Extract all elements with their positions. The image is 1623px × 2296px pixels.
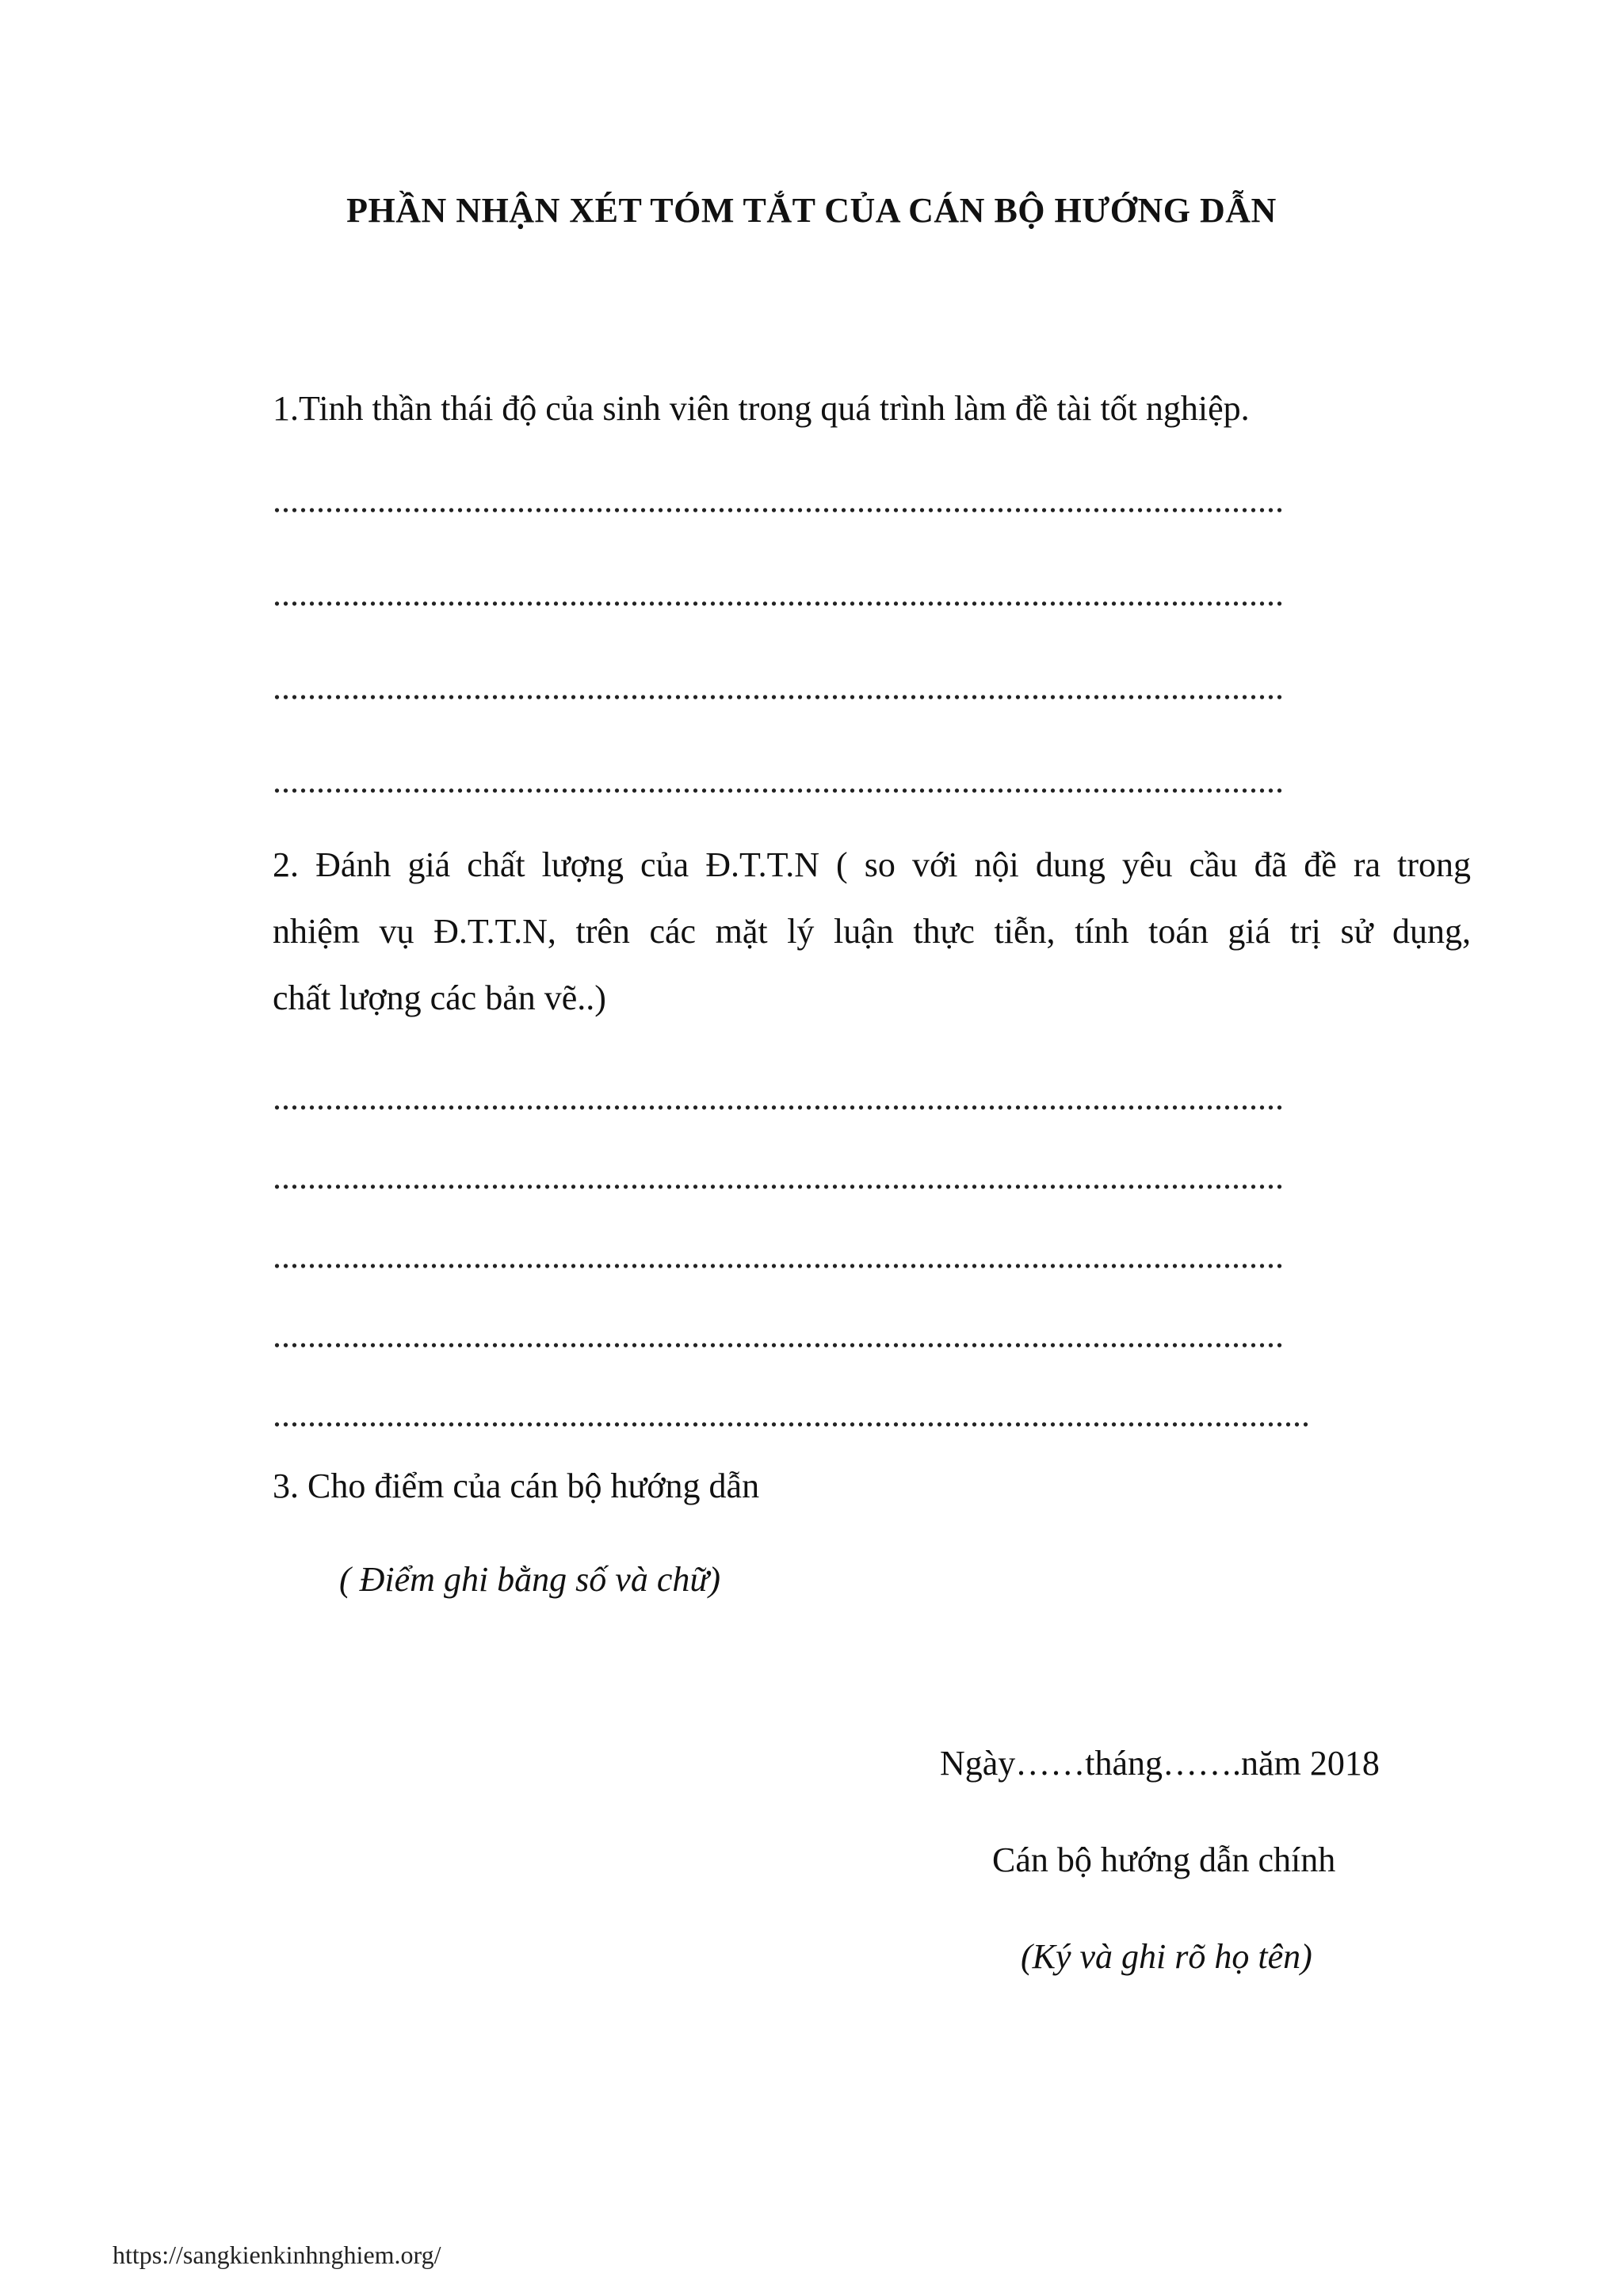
document-title: PHẦN NHẬN XÉT TÓM TẮT CỦA CÁN BỘ HƯỚNG DẪN [346, 191, 1277, 230]
section2-dot-line: ....................................................................................................................... [273, 1395, 1310, 1434]
section2-line: 2. Đánh giá chất lượng của Đ.T.T.N ( so với nội dung yêu cầu đã đề ra trong [273, 845, 1471, 884]
section2-line: nhiệm vụ Đ.T.T.N, trên các mặt lý luận thực tiễn, tính toán giá trị sử dụng, [273, 912, 1471, 951]
section1-dot-line: .................................................................................................................... [273, 668, 1284, 707]
signature-date-line: Ngày……tháng…….năm 2018 [940, 1744, 1380, 1783]
section3-heading: 3. Cho điểm của cán bộ hướng dẫn [273, 1466, 760, 1505]
section2-dot-line: .................................................................................................................... [273, 1158, 1284, 1196]
section2-line: chất lượng các bản vẽ..) [273, 978, 606, 1017]
section2-dot-line: .................................................................................................................... [273, 1078, 1284, 1117]
section1-heading: 1.Tinh thần thái độ của sinh viên trong quá trình làm đề tài tốt nghiệp. [273, 389, 1250, 428]
section1-dot-line: .................................................................................................................... [273, 761, 1284, 800]
section2-dot-line: .................................................................................................................... [273, 1237, 1284, 1276]
section2-paragraph [273, 832, 1471, 1032]
section2-dot-line: .................................................................................................................... [273, 1316, 1284, 1355]
footer-url: https://sangkienkinhnghiem.org/ [113, 2241, 441, 2269]
section3-note: ( Điểm ghi bằng số và chữ) [339, 1560, 721, 1599]
signature-instruction: (Ký và ghi rõ họ tên) [1021, 1937, 1312, 1976]
section1-dot-line: .................................................................................................................... [273, 574, 1284, 613]
signature-role: Cán bộ hướng dẫn chính [992, 1840, 1336, 1879]
section1-dot-line: .................................................................................................................... [273, 481, 1284, 520]
